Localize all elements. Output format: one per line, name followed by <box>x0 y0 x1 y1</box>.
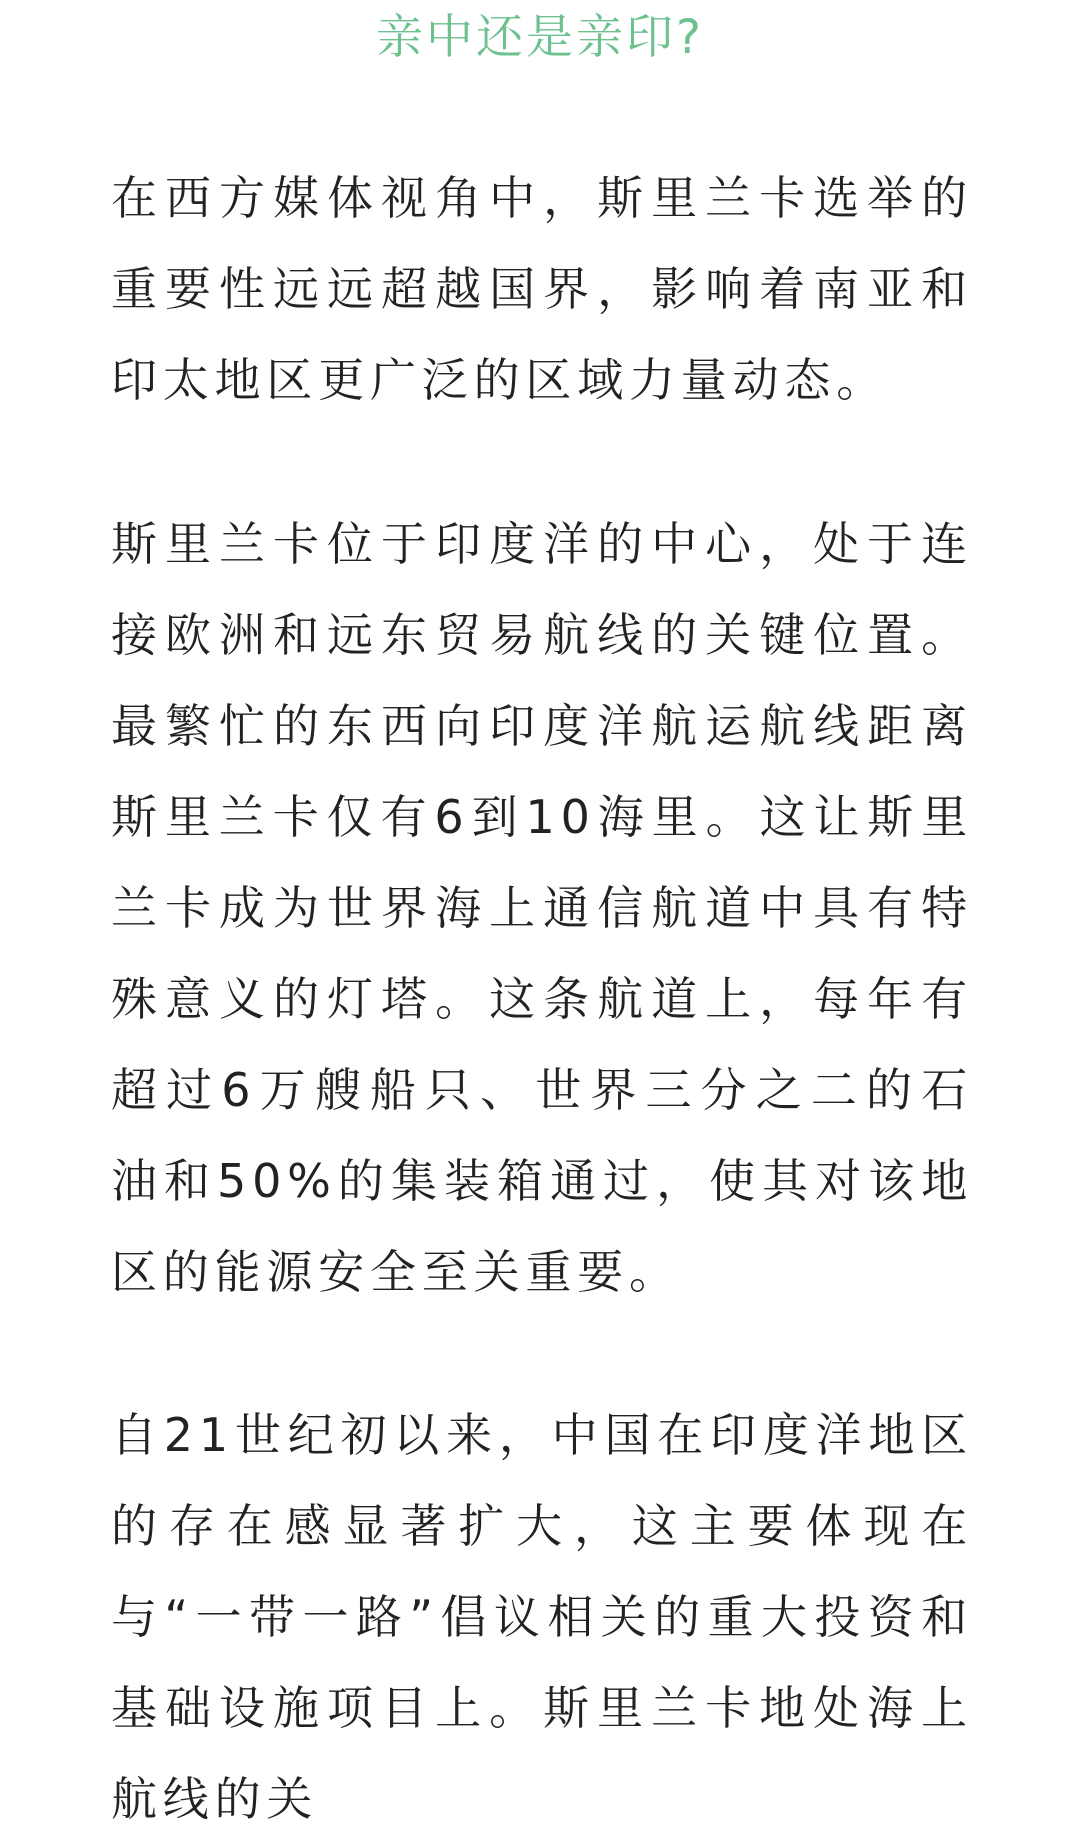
paragraph-media-perspective: 在西方媒体视角中，斯里兰卡选举的重要性远远超越国界，影响着南亚和印太地区更广泛的区域力量动态。 <box>111 171 973 407</box>
paragraph-strategic-location: 斯里兰卡位于印度洋的中心，处于连接欧洲和远东贸易航线的关键位置。最繁忙的东西向印度洋航运航线距离斯里兰卡仅有6到10海里。这让斯里兰卡成为世界海上通信航道中具有特殊意义的灯塔。这条航道上，每年有超过6万艘船只、世界三分之二的石油和50%的集装箱通过，使其对该地区的能源安全至关重要。 <box>111 517 973 1299</box>
section-title: 亲中还是亲印? <box>376 10 704 65</box>
paragraph-china-presence: 自21世纪初以来，中国在印度洋地区的存在感显著扩大，这主要体现在与“一带一路”倡议相关的重大投资和基础设施项目上。斯里兰卡地处海上航线的关 <box>111 1408 973 1826</box>
